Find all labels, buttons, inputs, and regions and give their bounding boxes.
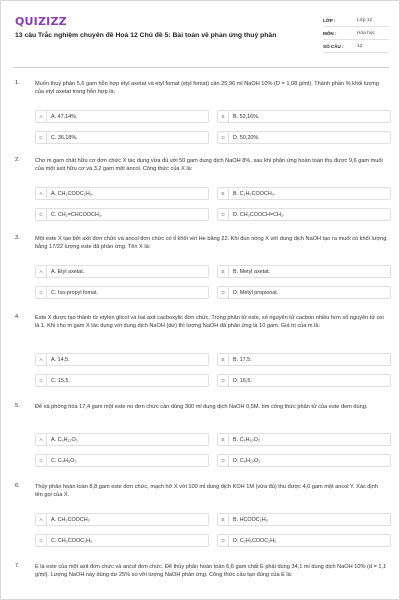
option-text: B. C₅H₁₀O₂ xyxy=(233,436,260,443)
question-number: 4. xyxy=(15,314,20,320)
option-letter: B xyxy=(218,187,229,200)
question-number: 6. xyxy=(15,483,20,489)
option-letter: C xyxy=(36,454,47,467)
meta-value: 12 xyxy=(357,43,363,49)
option-text: B. Metyl axetat. xyxy=(233,268,271,275)
option-letter: D xyxy=(218,286,229,299)
option-letter: C xyxy=(36,374,47,387)
option-letter: C xyxy=(36,208,47,221)
option-c[interactable] xyxy=(35,374,209,387)
option-text: C. C₄H₈O₂ xyxy=(51,457,77,464)
option-d[interactable] xyxy=(217,131,391,144)
option-d[interactable] xyxy=(217,454,391,467)
meta-label: LỚP : xyxy=(323,17,336,23)
question-text: E là este của một axit đơn chức và ancol đơn chức. Để thủy phân hoàn toàn 6,6 gam chất E phải dùng 34,1 ml dung dịch NaOH 10% (d = 1,1 g/ml). Lượng NaOH này dùng dư 25% so với lượng NaOH phản ứng. Công thức cấu tạo đúng của E là: xyxy=(35,564,387,579)
option-letter: A xyxy=(36,187,47,200)
option-d[interactable] xyxy=(217,534,391,547)
option-text: D. 16,5. xyxy=(233,377,252,384)
option-c[interactable] xyxy=(35,454,209,467)
option-text: D. 50,20%. xyxy=(233,134,260,141)
meta-label: SỐ CÂU : xyxy=(323,43,344,49)
meta-value: Hóa học xyxy=(357,30,375,36)
question-text: Muốn thuỷ phân 5,6 gam hỗn hợp etyl axetat và etyl fomat (etyl fomat) cần 25,96 ml NaOH 10% (D = 1,08 g/ml). Thành phần % khối lượng của etyl axetat trong hỗn hợp là: xyxy=(35,81,379,96)
worksheet-meta xyxy=(323,14,389,53)
question-number: 1. xyxy=(15,80,20,86)
worksheet-title: 13 câu Trắc nghiệm chuyên đề Hoá 12 Chủ đề 5: Bài toán về phản ứng thuỷ phân xyxy=(15,32,277,39)
meta-row-subject xyxy=(323,27,389,40)
question-text: Thủy phân hoàn toàn 8,8 gam este đơn chức, mạch hở X với 100 ml dung dịch KOH 1M (vừa đủ) thu được 4,6 gam một ancol Y. Xác định tên gọi của X. xyxy=(35,484,378,499)
option-text: A. C₆H₁₂O₂ xyxy=(51,436,78,443)
option-a[interactable] xyxy=(35,110,209,123)
header-divider xyxy=(13,67,389,68)
option-letter: A xyxy=(36,110,47,123)
meta-label: MÔN : xyxy=(323,30,337,36)
option-letter: D xyxy=(218,131,229,144)
option-b[interactable] xyxy=(217,265,391,278)
option-letter: A xyxy=(36,353,47,366)
meta-row-count xyxy=(323,40,389,53)
question-number: 5. xyxy=(15,403,20,409)
option-a[interactable] xyxy=(35,353,209,366)
option-c[interactable] xyxy=(35,534,209,547)
option-c[interactable] xyxy=(35,286,209,299)
option-text: C. Iso-propyl fomat. xyxy=(51,289,99,296)
quizizz-logo: QUIZIZZ xyxy=(15,15,67,28)
question-text: Cho m gam chất hữu cơ đơn chức X tác dụng vừa đủ với 50 gam dung dịch NaOH 8%, sau khi phản ứng hoàn toàn thu được 9,6 gam muối của một axit hữu cơ và 3,2 gam một ancol. Công thức của X là: xyxy=(35,158,383,173)
option-d[interactable] xyxy=(217,374,391,387)
option-text: B. C₂H₅COOCH₃. xyxy=(233,190,276,197)
question-number: 2. xyxy=(15,157,20,163)
option-letter: B xyxy=(218,110,229,123)
option-text: B. 52,16%. xyxy=(233,113,260,120)
option-letter: A xyxy=(36,433,47,446)
option-c[interactable] xyxy=(35,208,209,221)
option-text: A. Etyl axetat. xyxy=(51,268,85,275)
option-text: C. 15,5. xyxy=(51,377,70,384)
option-a[interactable] xyxy=(35,513,209,526)
option-letter: C xyxy=(36,286,47,299)
option-letter: B xyxy=(218,353,229,366)
option-text: D. Metyl propionat. xyxy=(233,289,279,296)
option-a[interactable] xyxy=(35,433,209,446)
option-letter: D xyxy=(218,208,229,221)
option-letter: C xyxy=(36,534,47,547)
question-number: 3. xyxy=(15,235,20,241)
question-number: 7. xyxy=(15,563,20,569)
option-letter: B xyxy=(218,265,229,278)
option-b[interactable] xyxy=(217,187,391,200)
meta-row-class xyxy=(323,14,389,27)
option-text: A. 14,5. xyxy=(51,356,70,363)
option-letter: D xyxy=(218,454,229,467)
question-text: Một este X tạo bởi axit đơn chức và ancol đơn chức có tỉ khối với He bằng 22. Khi đun nóng X với dung dịch NaOH tạo ra muối có khối lượng bằng 17/22 lượng este đã phản ứng. Tên X là: xyxy=(35,236,387,251)
option-text: A. CH₃COOCH₃ xyxy=(51,516,90,523)
question-text: Este X được tạo thành từ etylen glicol và hai axit cacboxylic đơn chức. Trong phân tử este, số nguyên tử cacbon nhiều hơn số nguyên tử oxi là 1. Khi cho m gam X tác dụng với dung dịch NaOH (dư) thì lượng NaOH đã phản ứng là 10 gam. Giá trị của m là: xyxy=(35,315,384,330)
option-text: D. C₆H₁₀O₂ xyxy=(233,457,261,464)
question-text: Để xà phòng hóa 17,4 gam một este no đơn chức cần dùng 300 ml dung dịch NaOH 0,5M. tìm công thức phân tử của este đem dùng. xyxy=(35,404,368,410)
option-letter: D xyxy=(218,534,229,547)
option-text: D. CH₃COOCH=CH₂. xyxy=(233,211,285,218)
option-letter: A xyxy=(36,513,47,526)
option-letter: B xyxy=(218,513,229,526)
option-b[interactable] xyxy=(217,353,391,366)
option-b[interactable] xyxy=(217,513,391,526)
option-text: C. 36,18%. xyxy=(51,134,78,141)
option-text: C. CH₂=CHCOOCH₃. xyxy=(51,211,103,218)
option-c[interactable] xyxy=(35,131,209,144)
option-text: C. CH₃COOC₂H₅ xyxy=(51,537,93,544)
option-text: B. 17,5. xyxy=(233,356,252,363)
option-letter: A xyxy=(36,265,47,278)
option-letter: D xyxy=(218,374,229,387)
option-letter: B xyxy=(218,433,229,446)
option-a[interactable] xyxy=(35,265,209,278)
option-text: B. HCOOC₂H₅ xyxy=(233,516,268,523)
option-text: A. CH₃COOC₂H₅. xyxy=(51,190,94,197)
option-d[interactable] xyxy=(217,208,391,221)
option-a[interactable] xyxy=(35,187,209,200)
option-b[interactable] xyxy=(217,110,391,123)
option-b[interactable] xyxy=(217,433,391,446)
meta-value: Lớp 12 xyxy=(357,17,373,23)
option-text: A. 47,14%. xyxy=(51,113,78,120)
option-letter: C xyxy=(36,131,47,144)
option-d[interactable] xyxy=(217,286,391,299)
option-text: D. C₂H₅COOC₂H₅ xyxy=(233,537,277,544)
